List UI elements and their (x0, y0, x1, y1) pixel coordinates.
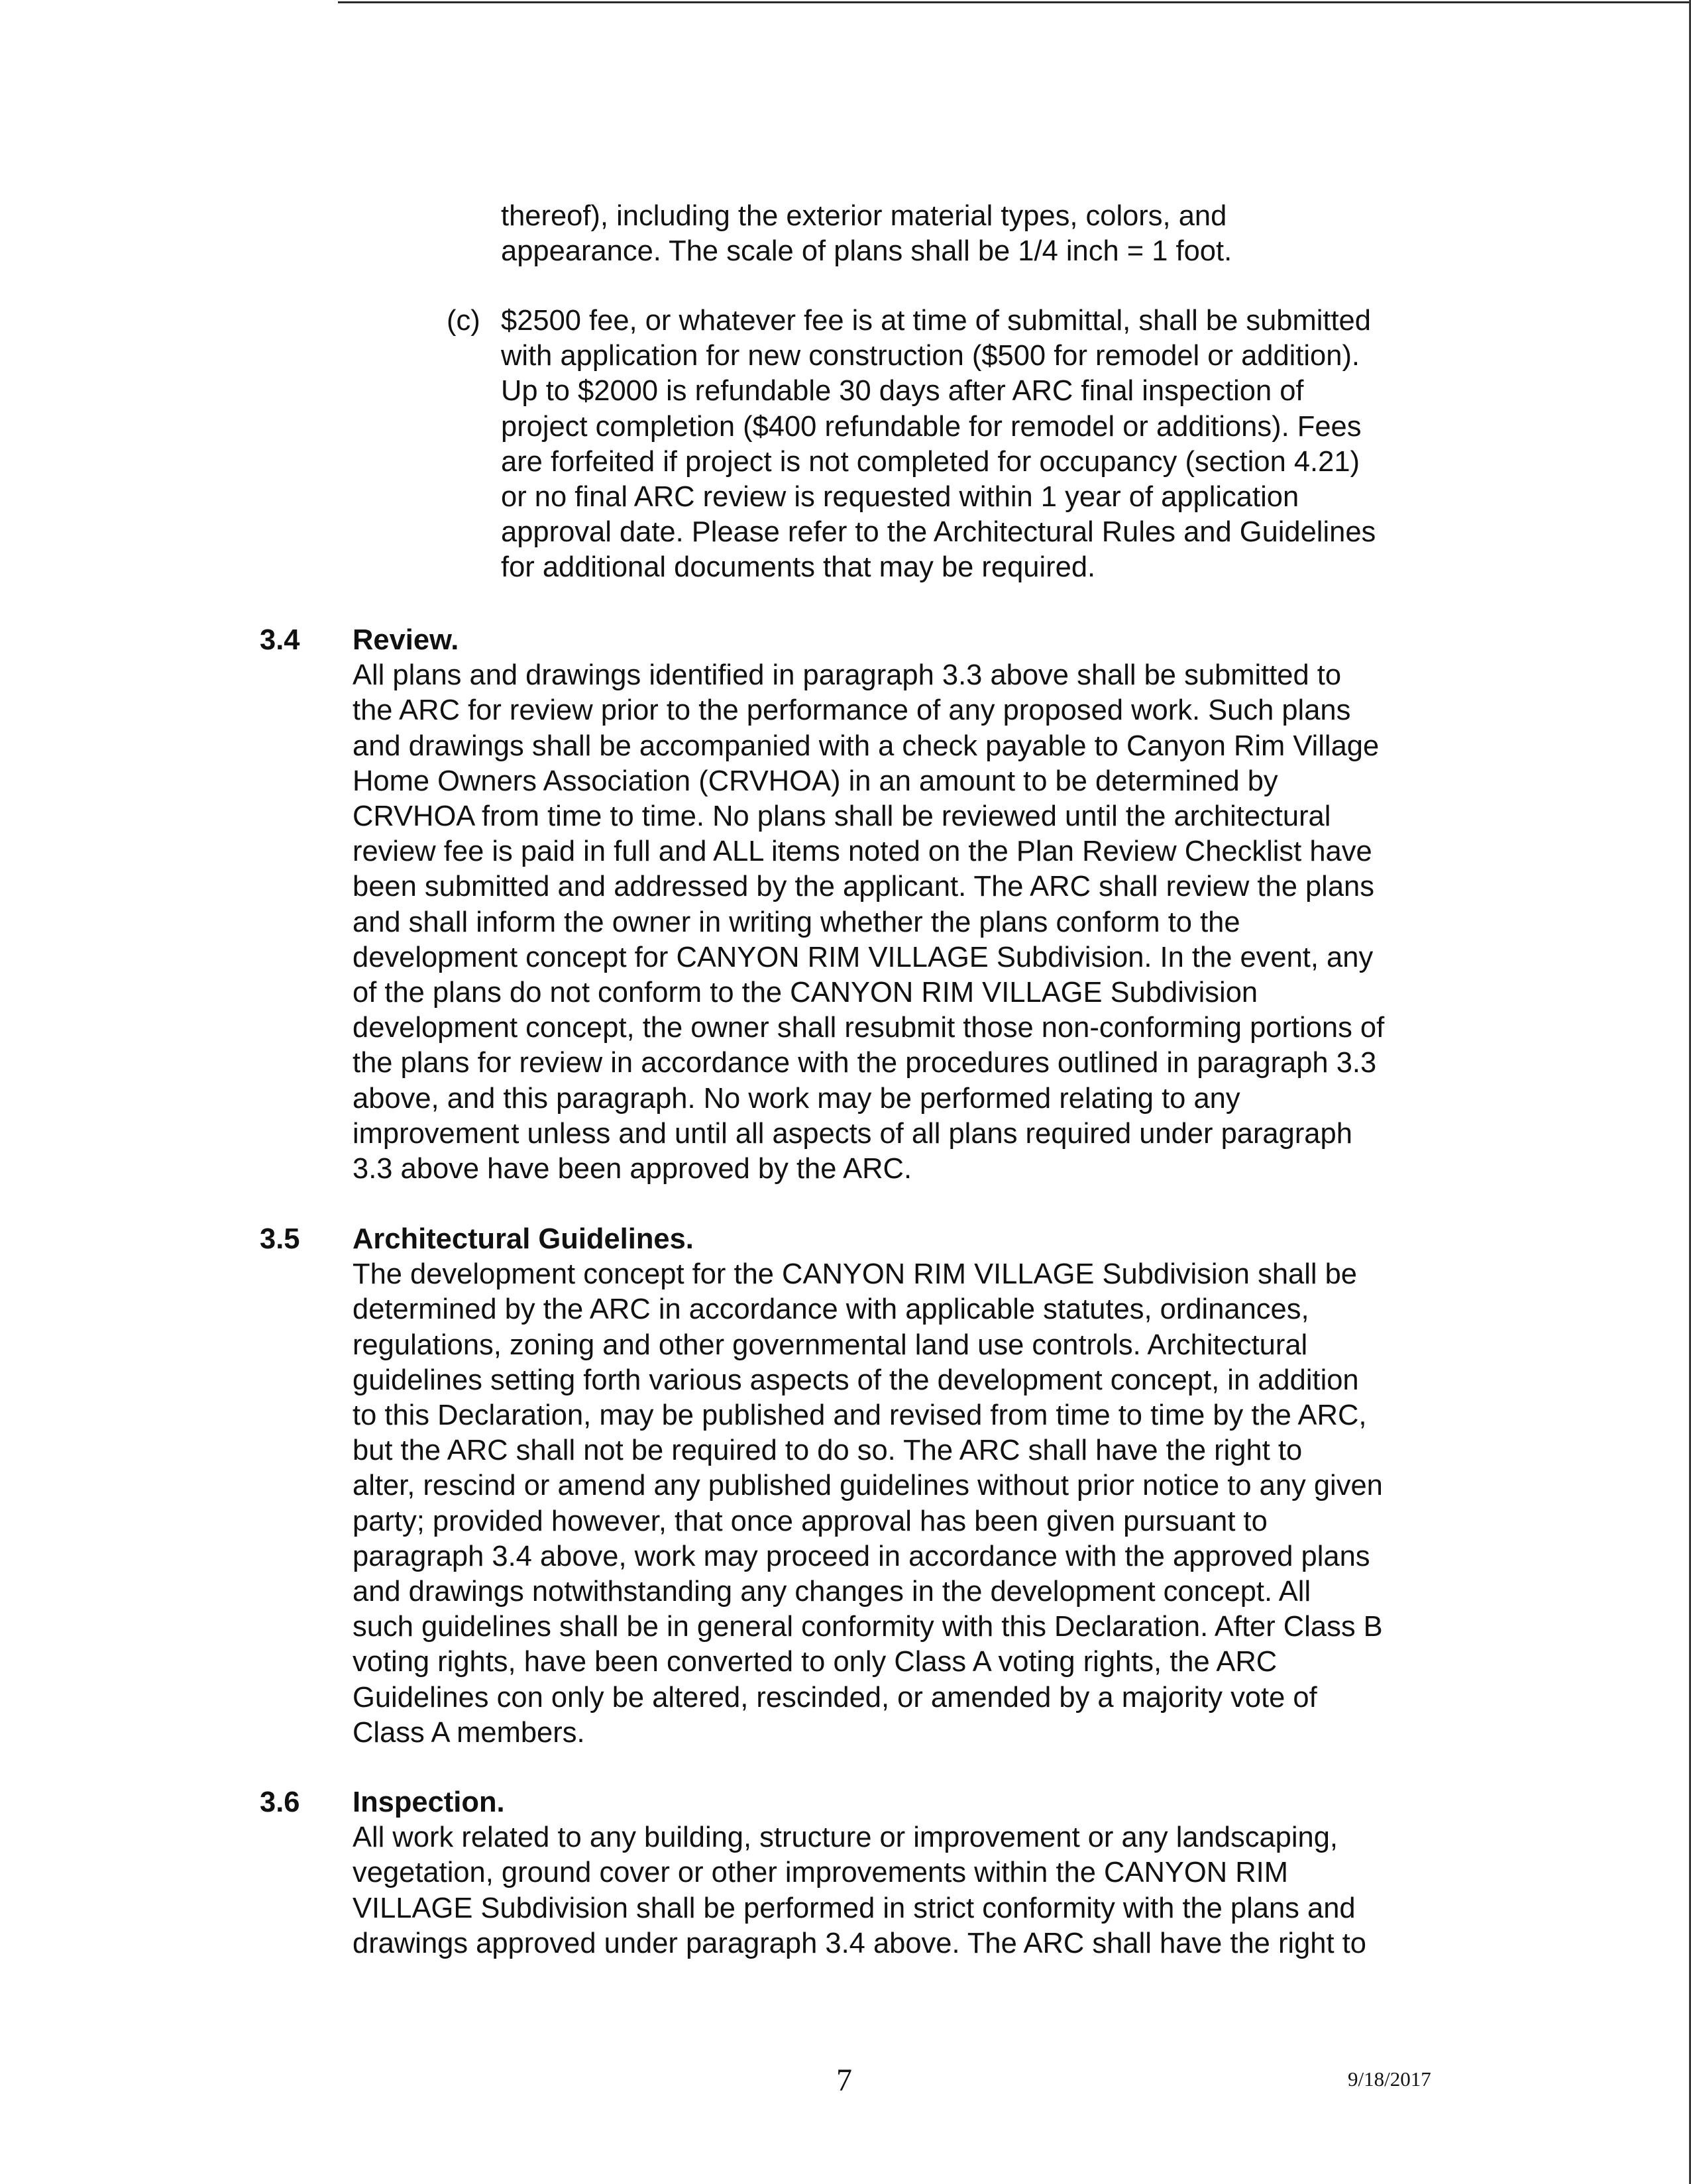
section-number: 3.4 (260, 624, 300, 656)
text-line: appearance. The scale of plans shall be 1/4 inch = 1 foot. (501, 235, 1232, 268)
revision-date: 9/18/2017 (1348, 2067, 1431, 2091)
text-line: $2500 fee, or whatever fee is at time of submittal, shall be submitted (501, 305, 1371, 337)
page-number: 7 (836, 2063, 852, 2098)
text-line: 3.3 above have been approved by the ARC. (353, 1153, 912, 1185)
text-line: been submitted and addressed by the applicant. The ARC shall review the plans (353, 871, 1374, 903)
text-line: or no final ARC review is requested within 1 year of application (501, 481, 1299, 514)
section-body (353, 1257, 1383, 1751)
text-line: CRVHOA from time to time. No plans shall be reviewed until the architectural (353, 800, 1331, 832)
top-edge-rule (338, 1, 1690, 3)
continued-paragraph (501, 199, 1232, 269)
text-line: All plans and drawings identified in paragraph 3.3 above shall be submitted to (353, 659, 1342, 692)
text-line: drawings approved under paragraph 3.4 above. The ARC shall have the right to (353, 1927, 1366, 1959)
section-body (353, 658, 1384, 1187)
section-heading: Architectural Guidelines. (353, 1223, 694, 1255)
text-line: All work related to any building, structure or improvement or any landscaping, (353, 1822, 1338, 1854)
text-line: Class A members. (353, 1716, 585, 1749)
text-line: guidelines setting forth various aspects of the development concept, in addition (353, 1364, 1359, 1396)
section-number: 3.5 (260, 1223, 300, 1255)
text-line: thereof), including the exterior material types, colors, and (501, 200, 1227, 232)
text-line: The development concept for the CANYON RIM VILLAGE Subdivision shall be (353, 1258, 1358, 1291)
text-line: such guidelines shall be in general conformity with this Declaration. After Class B (353, 1611, 1383, 1643)
text-line: vegetation, ground cover or other improvements within the CANYON RIM (353, 1857, 1288, 1889)
section-heading: Inspection. (353, 1786, 505, 1818)
text-line: with application for new construction ($500 for remodel or addition). (501, 340, 1360, 372)
text-line: Home Owners Association (CRVHOA) in an amount to be determined by (353, 765, 1278, 797)
text-line: review fee is paid in full and ALL items noted on the Plan Review Checklist have (353, 836, 1372, 868)
text-line: party; provided however, that once approval has been given pursuant to (353, 1505, 1268, 1537)
text-line: project completion ($400 refundable for remodel or additions). Fees (501, 410, 1362, 443)
text-line: and shall inform the owner in writing whether the plans conform to the (353, 906, 1240, 938)
text-line: alter, rescind or amend any published guidelines without prior notice to any given (353, 1470, 1383, 1502)
text-line: paragraph 3.4 above, work may proceed in accordance with the approved plans (353, 1540, 1370, 1572)
text-line: but the ARC shall not be required to do so. The ARC shall have the right to (353, 1435, 1303, 1467)
text-line: Up to $2000 is refundable 30 days after ARC final inspection of (501, 375, 1304, 408)
section-body (353, 1820, 1366, 1961)
text-line: above, and this paragraph. No work may be performed relating to any (353, 1082, 1240, 1115)
text-line: improvement unless and until all aspects of all plans required under paragraph (353, 1117, 1352, 1150)
text-line: development concept, the owner shall resubmit those non-conforming portions of (353, 1012, 1385, 1044)
text-line: and drawings shall be accompanied with a check payable to Canyon Rim Village (353, 730, 1380, 762)
text-line: determined by the ARC in accordance with applicable statutes, ordinances, (353, 1293, 1309, 1326)
text-line: the plans for review in accordance with the procedures outlined in paragraph 3.3 (353, 1047, 1377, 1079)
text-line: are forfeited if project is not completed for occupancy (section 4.21) (501, 445, 1360, 478)
list-item-body (501, 303, 1376, 586)
text-line: to this Declaration, may be published and revised from time to time by the ARC, (353, 1399, 1367, 1431)
text-line: voting rights, have been converted to only Class A voting rights, the ARC (353, 1646, 1278, 1678)
text-line: and drawings notwithstanding any changes in the development concept. All (353, 1576, 1311, 1608)
text-line: for additional documents that may be required. (501, 551, 1096, 584)
text-line: the ARC for review prior to the performance of any proposed work. Such plans (353, 694, 1351, 727)
text-line: of the plans do not conform to the CANYON RIM VILLAGE Subdivision (353, 977, 1258, 1009)
text-line: regulations, zoning and other governmental land use controls. Architectural (353, 1329, 1308, 1361)
text-line: development concept for CANYON RIM VILLAGE Subdivision. In the event, any (353, 941, 1374, 973)
section-heading: Review. (353, 624, 459, 656)
list-item-label: (c) (447, 305, 480, 337)
text-line: VILLAGE Subdivision shall be performed in strict conformity with the plans and (353, 1892, 1356, 1924)
text-line: Guidelines con only be altered, rescinded, or amended by a majority vote of (353, 1681, 1317, 1714)
section-number: 3.6 (260, 1786, 300, 1818)
text-line: approval date. Please refer to the Architectural Rules and Guidelines (501, 516, 1376, 549)
